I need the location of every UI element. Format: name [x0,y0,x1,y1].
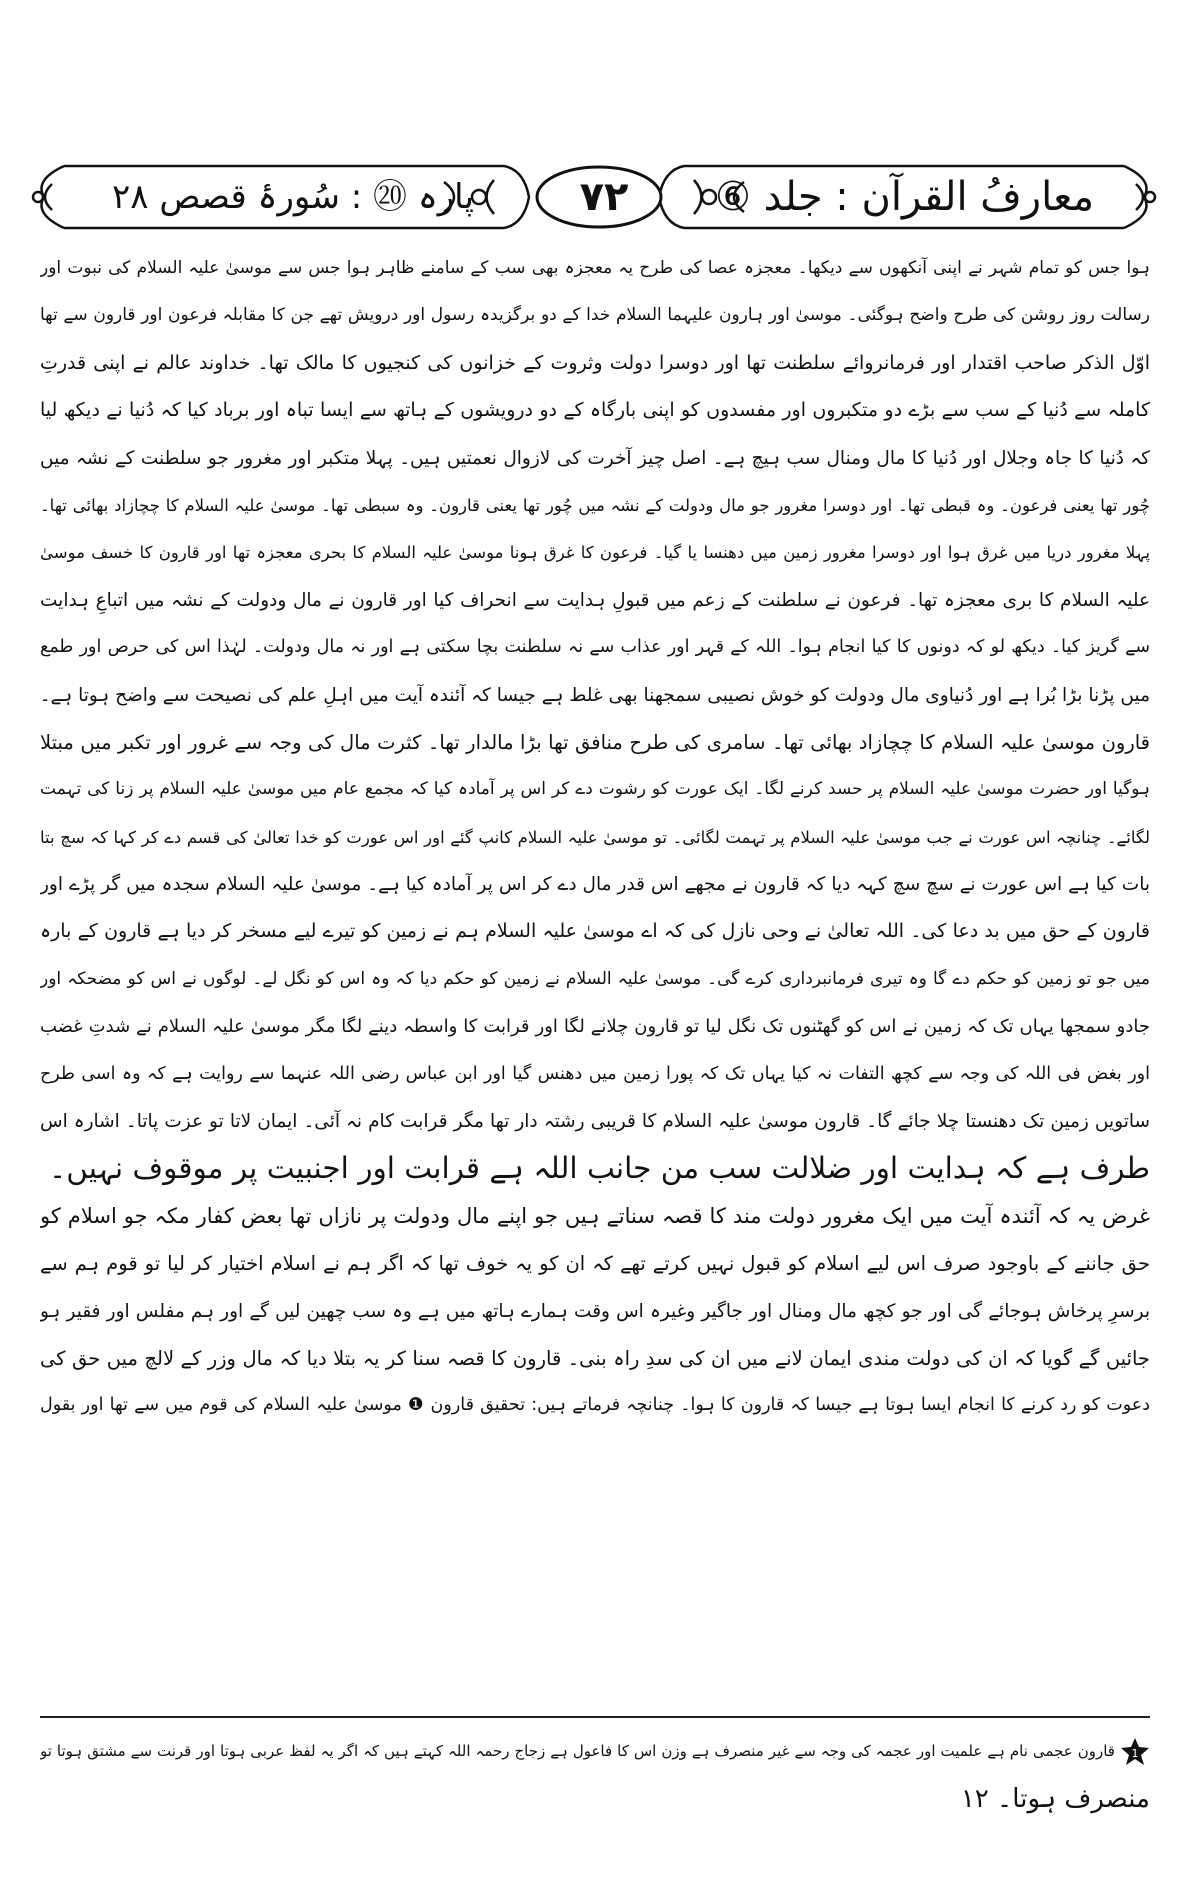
text-line: علیہ السلام کا بری معجزہ تھا۔ فرعون نے سلطنت کے زعم میں قبولِ ہدایت سے انحراف کیا اور قارون نے مال ودولت کے نشہ میں اتباعِ ہدایت [40,589,1150,611]
footnote-text: قارون عجمی نام ہے علمیت اور عجمہ کی وجہ سے غیر منصرف ہے وزن اس کا فاعول ہے زجاج رحمہ اللہ کہتے ہیں کہ اگر یہ لفظ عربی ہوتا اور قرنت سے مشتق ہوتا تو [40,1742,1115,1760]
text-line: لگائے۔ چنانچہ اس عورت نے جب موسیٰ علیہ السلام پر تہمت لگائی۔ تو موسیٰ علیہ السلام کانپ گئے اور اس عورت کو خدا تعالیٰ کی قسم دے کر کہا کہ سچ بتا [40,827,1150,847]
text-line: جائیں گے گویا کہ ان کی دولت مندی ایمان لانے میں ان کی سدِ راہ بنی۔ قارون کا قصہ سنا کر یہ بتلا دیا کہ مال وزر کے لالچ میں حق کی [40,1346,1150,1370]
text-line: رسالت روز روشن کی طرح واضح ہوگئی۔ موسیٰ اور ہارون علیہما السلام خدا کے دو برگزیدہ رسول اور درویش تھے جن کا مقابلہ فرعون اور قارون سے تھا [40,305,1150,326]
footnote [40,1727,1150,1837]
right-end-ornament [1124,166,1155,228]
text-line: حق جاننے کے باوجود صرف اس لیے اسلام کو قبول نہیں کرتے تھے کہ ان کو یہ خوف تھا کہ اگر ہم نے اسلام اختیار کر لیا تو قوم ہم سے [40,1252,1150,1276]
text-line: سے گریز کیا۔ دیکھ لو کہ دونوں کا کیا انجام ہوا۔ اللہ کے قہر اور عذاب سے نہ سلطنت بچا سکتی ہے اور نہ مال ودولت۔ لہٰذا اس کی حرص اور طمع [40,637,1150,658]
text-line: غرض یہ کہ آئندہ آیت میں ایک مغرور دولت مند کا قصہ سناتے ہیں جو اپنے مال ودولت پر نازاں تھا بعض کفار مکہ جو اسلام کو [40,1203,1150,1228]
text-line: اور بغض فی اللہ کی وجہ سے کچھ التفات نہ کیا یہاں تک کہ پورا زمین میں دھنس گیا اور ابن عباس رضی اللہ عنہما سے روایت ہے کہ وہ اسی طرح [40,1063,1150,1084]
footnote-marker-icon [1120,1737,1150,1767]
book-title: معارفُ القرآن : جلد ⑥ [715,174,1094,220]
text-line: طرف ہے کہ ہدایت اور ضلالت سب من جانب اللہ ہے قرابت اور اجنبیت پر موقوف نہیں۔ [49,1151,1150,1186]
left-end-ornament [33,166,64,228]
section-label: پارہ ⑳ : سُورۂ قصص ۲۸ [112,177,474,217]
text-line: اوّل الذکر صاحب اقتدار اور فرمانروائے سلطنت تھا اور دوسرا دولت وثروت کے خزانوں کی کنجیوں کا مالک تھا۔ خداوند عالم نے اپنی قدرتِ [40,351,1150,374]
text-line: برسرِ پرخاش ہوجائے گی اور جو کچھ مال ومنال اور جاگیر وغیرہ اس وقت ہمارے ہاتھ میں ہے وہ سب چھین لیں گے اور ہم مفلس اور فقیر ہو [40,1300,1150,1322]
text-line: میں جو تو زمین کو حکم دے گا وہ تیری فرمانبرداری کرے گی۔ موسیٰ علیہ السلام نے زمین کو حکم دیا کہ وہ اس کو نگل لے۔ لوگوں نے اس کو مضحکہ اور [40,968,1150,989]
text-line: پہلا مغرور دریا میں غرق ہوا اور دوسرا مغرور زمین میں دھنسا یا گیا۔ فرعون کا غرق ہونا موسیٰ علیہ السلام کا بحری معجزہ تھا اور قارون کا خسف موسیٰ [40,543,1150,563]
text-line: قارون کے حق میں بد دعا کی۔ اللہ تعالیٰ نے وحی نازل کی کہ اے موسیٰ علیہ السلام ہم نے زمین کو تیرے لیے مسخر کر دیا ہے قارون کے بارہ [40,920,1150,943]
footnote-divider [40,1716,1150,1718]
text-line: چُور تھا یعنی فرعون۔ وہ قبطی تھا۔ اور دوسرا مغرور جو مال ودولت کے نشہ میں چُور تھا یعنی قارون۔ وہ سبطی تھا۔ موسیٰ علیہ السلام کا چچازاد بھائی تھا۔ [40,495,1150,515]
svg-text:1: 1 [1131,1746,1139,1760]
text-line: دعوت کو رد کرنے کا انجام ایسا ہوتا ہے جیسا کہ قارون کا ہوا۔ چنانچہ فرماتے ہیں: تحقیق قارون ❶ موسیٰ علیہ السلام کی قوم میں سے تھا اور بقول [40,1395,1150,1416]
footnote-line-1 [40,1727,1150,1775]
page-number: ۷۲ [579,174,629,220]
text-line: قارون موسیٰ علیہ السلام کا چچازاد بھائی تھا۔ سامری کی طرح منافق تھا بڑا مالدار تھا۔ کثرت مال کی وجہ سے غرور اور تکبر میں مبتلا [40,730,1150,754]
text-line: ہوا جس کو تمام شہر نے اپنی آنکھوں سے دیکھا۔ معجزہ عصا کی طرح یہ معجزہ بھی سب کے سامنے ظاہر ہوا جس سے موسیٰ علیہ السلام کی نبوت اور [40,258,1150,278]
text-line: کہ دُنیا کا جاہ وجلال اور دُنیا کا مال ومنال سب ہیچ ہے۔ اصل چیز آخرت کی لازوال نعمتیں ہیں۔ پہلا متکبر اور مغرور جو سلطنت کے نشہ میں [40,447,1150,469]
text-line: جادو سمجھا یہاں تک کہ زمین نے اس کو گھٹنوں تک نگل لیا تو قارون چلانے لگا اور قرابت کا واسطہ دینے لگا مگر موسیٰ علیہ السلام نے شدتِ غضب [40,1016,1150,1038]
page-header [24,160,1164,234]
text-line: میں پڑنا بڑا بُرا ہے اور دُنیاوی مال ودولت کو خوش نصیبی سمجھنا بھی غلط ہے جیسا کہ آئندہ آیت میں اہلِ علم کی نصیحت سے واضح ہوتا ہے۔ [40,684,1150,706]
text-line: کاملہ سے دُنیا کے سب سے بڑے دو متکبروں اور مفسدوں کو اپنی بارگاہ کے دو درویشوں کے ہاتھ سے ایسا تباہ اور برباد کیا کہ دُنیا نے دیکھ لیا [40,399,1150,422]
text-line: ساتویں زمین تک دھنستا چلا جائے گا۔ قارون موسیٰ علیہ السلام کا قریبی رشتہ دار تھا مگر قرابت کام نہ آئی۔ ایمان لاتا تو عزت پاتا۔ اشارہ اس [40,1111,1150,1133]
footnote-text: منصرف ہوتا۔ ۱۲ [960,1784,1150,1814]
text-line: بات کیا ہے اس عورت نے سچ سچ کہہ دیا کہ قارون نے مجھے اس قدر مال دے کر اس پر آمادہ کیا ہے۔ موسیٰ علیہ السلام سجدہ میں گر پڑے اور [40,874,1150,896]
main-text [40,245,1150,1700]
text-line: ہوگیا اور حضرت موسیٰ علیہ السلام پر حسد کرنے لگا۔ ایک عورت کو رشوت دے کر اس پر آمادہ کیا کہ مجمع عام میں موسیٰ علیہ السلام پر زنا کی تہمت [40,779,1150,800]
